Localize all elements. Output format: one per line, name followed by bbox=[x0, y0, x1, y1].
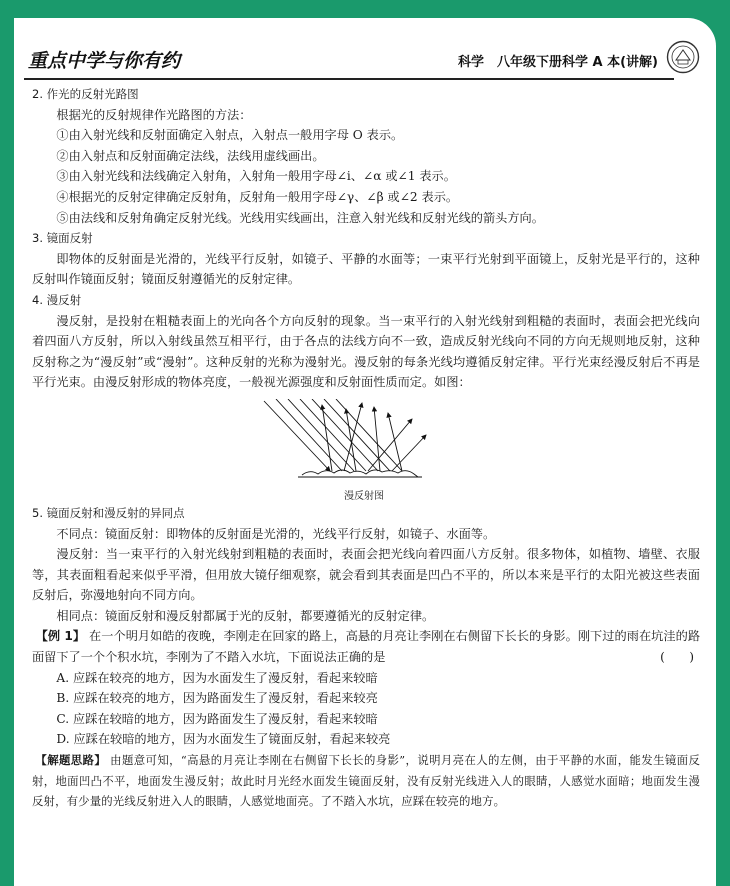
brand-title: 重点中学与你有约 bbox=[28, 50, 181, 72]
school-seal-icon bbox=[666, 40, 700, 74]
section3-text: 即物体的反射面是光滑的，光线平行反射，如镜子、平静的水面等；一束平行光射到平面镜上，反射光是平行的，这种反射叫作镜面反射；镜面反射遵循光的反射定律。 bbox=[32, 251, 700, 287]
page-header bbox=[14, 18, 716, 80]
option-b: B. 应踩在较亮的地方，因为路面发生了漫反射，看起来较亮 bbox=[56, 691, 378, 706]
diffuse-reflection-figure bbox=[32, 393, 700, 503]
section2-heading: 2. 作光的反射光路图 bbox=[32, 87, 139, 101]
example-question bbox=[32, 626, 700, 667]
section3-heading: 3. 镜面反射 bbox=[32, 231, 93, 246]
header-rule bbox=[24, 78, 674, 80]
example-question-text: 在一个明月如皓的夜晚，李刚走在回家的路上，高悬的月亮让李刚在右侧留下长长的身影。刚下过的雨在坑洼的路面留下了一个个积水坑，李刚为了不踏入水坑，下面说法正确的是 bbox=[32, 629, 701, 665]
section5-same: 相同点：镜面反射和漫反射都属于光的反射，都要遵循光的反射定律。 bbox=[56, 608, 435, 623]
solution-tag: 【解题思路】 bbox=[35, 753, 107, 768]
answer-blank: ( ) bbox=[660, 650, 694, 665]
section2-step: ⑤由法线和反射角确定反射光线。光线用实线画出，注意入射光线和反射光线的箭头方向。 bbox=[56, 210, 544, 225]
section2-intro: 根据光的反射规律作光路图的方法： bbox=[56, 107, 252, 122]
section2-step: ③由入射光线和法线确定入射角，入射角一般用字母∠i、∠α 或∠1 表示。 bbox=[56, 169, 456, 184]
figure-caption: 漫反射图 bbox=[344, 490, 384, 502]
page-content bbox=[32, 84, 700, 812]
section2-step: ④根据光的反射定律确定反射角，反射角一般用字母∠γ、∠β 或∠2 表示。 bbox=[56, 189, 459, 204]
diffuse-reflection-diagram bbox=[262, 399, 432, 485]
book-page bbox=[14, 18, 716, 886]
option-c: C. 应踩在较暗的地方，因为路面发生了漫反射，看起来较暗 bbox=[56, 711, 378, 726]
section5-heading: 5. 镜面反射和漫反射的异同点 bbox=[32, 505, 185, 520]
section4-heading: 4. 漫反射 bbox=[32, 292, 82, 307]
top-frame bbox=[0, 0, 730, 18]
section5-diff1: 不同点：镜面反射：即物体的反射面是光滑的，光线平行反射，如镜子、水面等。 bbox=[56, 526, 496, 541]
example-tag: 【例 1】 bbox=[35, 629, 86, 644]
option-d: D. 应踩在较暗的地方，因为水面发生了镜面反射，看起来较亮 bbox=[56, 732, 391, 747]
subject-title: 科学 八年级下册科学 A 本(讲解) bbox=[458, 55, 658, 70]
section4-text: 漫反射，是投射在粗糙表面上的光向各个方向反射的现象。当一束平行的入射光线射到粗糙的表面时，表面会把光线向着四面八方反射，所以入射线虽然互相平行，由于各点的法线方向不一致，造成反射光线向不同的方向无规则地反射，这种反射称之为“漫反射”或“漫射”。这种反射的光称为漫射光。漫反射的每条光线均遵循反射定律。平行光束经漫反射后不再是平行光束。由漫反射形成的物体亮度，一般视光源强度和反射面性质而定。如图： bbox=[32, 313, 700, 390]
section5-diff2: 漫反射：当一束平行的入射光线射到粗糙的表面时，表面会把光线向着四面八方反射。很多物体，如植物、墙壁、衣服等，其表面粗看起来似乎平滑，但用放大镜仔细观察，就会看到其表面是凹凸不平的，所以本来是平行的太阳光被这些表面反射后，弥漫地射向不同方向。 bbox=[32, 547, 700, 603]
option-a: A. 应踩在较亮的地方，因为水面发生了漫反射，看起来较暗 bbox=[56, 670, 378, 685]
section2-step: ①由入射光线和反射面确定入射点，入射点一般用字母 O 表示。 bbox=[56, 128, 404, 143]
section2-step: ②由入射点和反射面确定法线，法线用虚线画出。 bbox=[56, 148, 325, 163]
solution-text bbox=[32, 750, 700, 812]
solution-body: 由题意可知，“高悬的月亮让李刚在右侧留下长长的身影”，说明月亮在人的左侧，由于平静的水面，能发生镜面反射，地面凹凸不平，地面发生漫反射；故此时月光经水面发生镜面反射，没有反射光线进入人的眼睛，人感觉水面暗；地面发生漫反射，有少量的光线反射进入人的眼睛，人感觉地面亮。了不踏入水坑，应踩在较亮的地方。 bbox=[32, 753, 700, 809]
